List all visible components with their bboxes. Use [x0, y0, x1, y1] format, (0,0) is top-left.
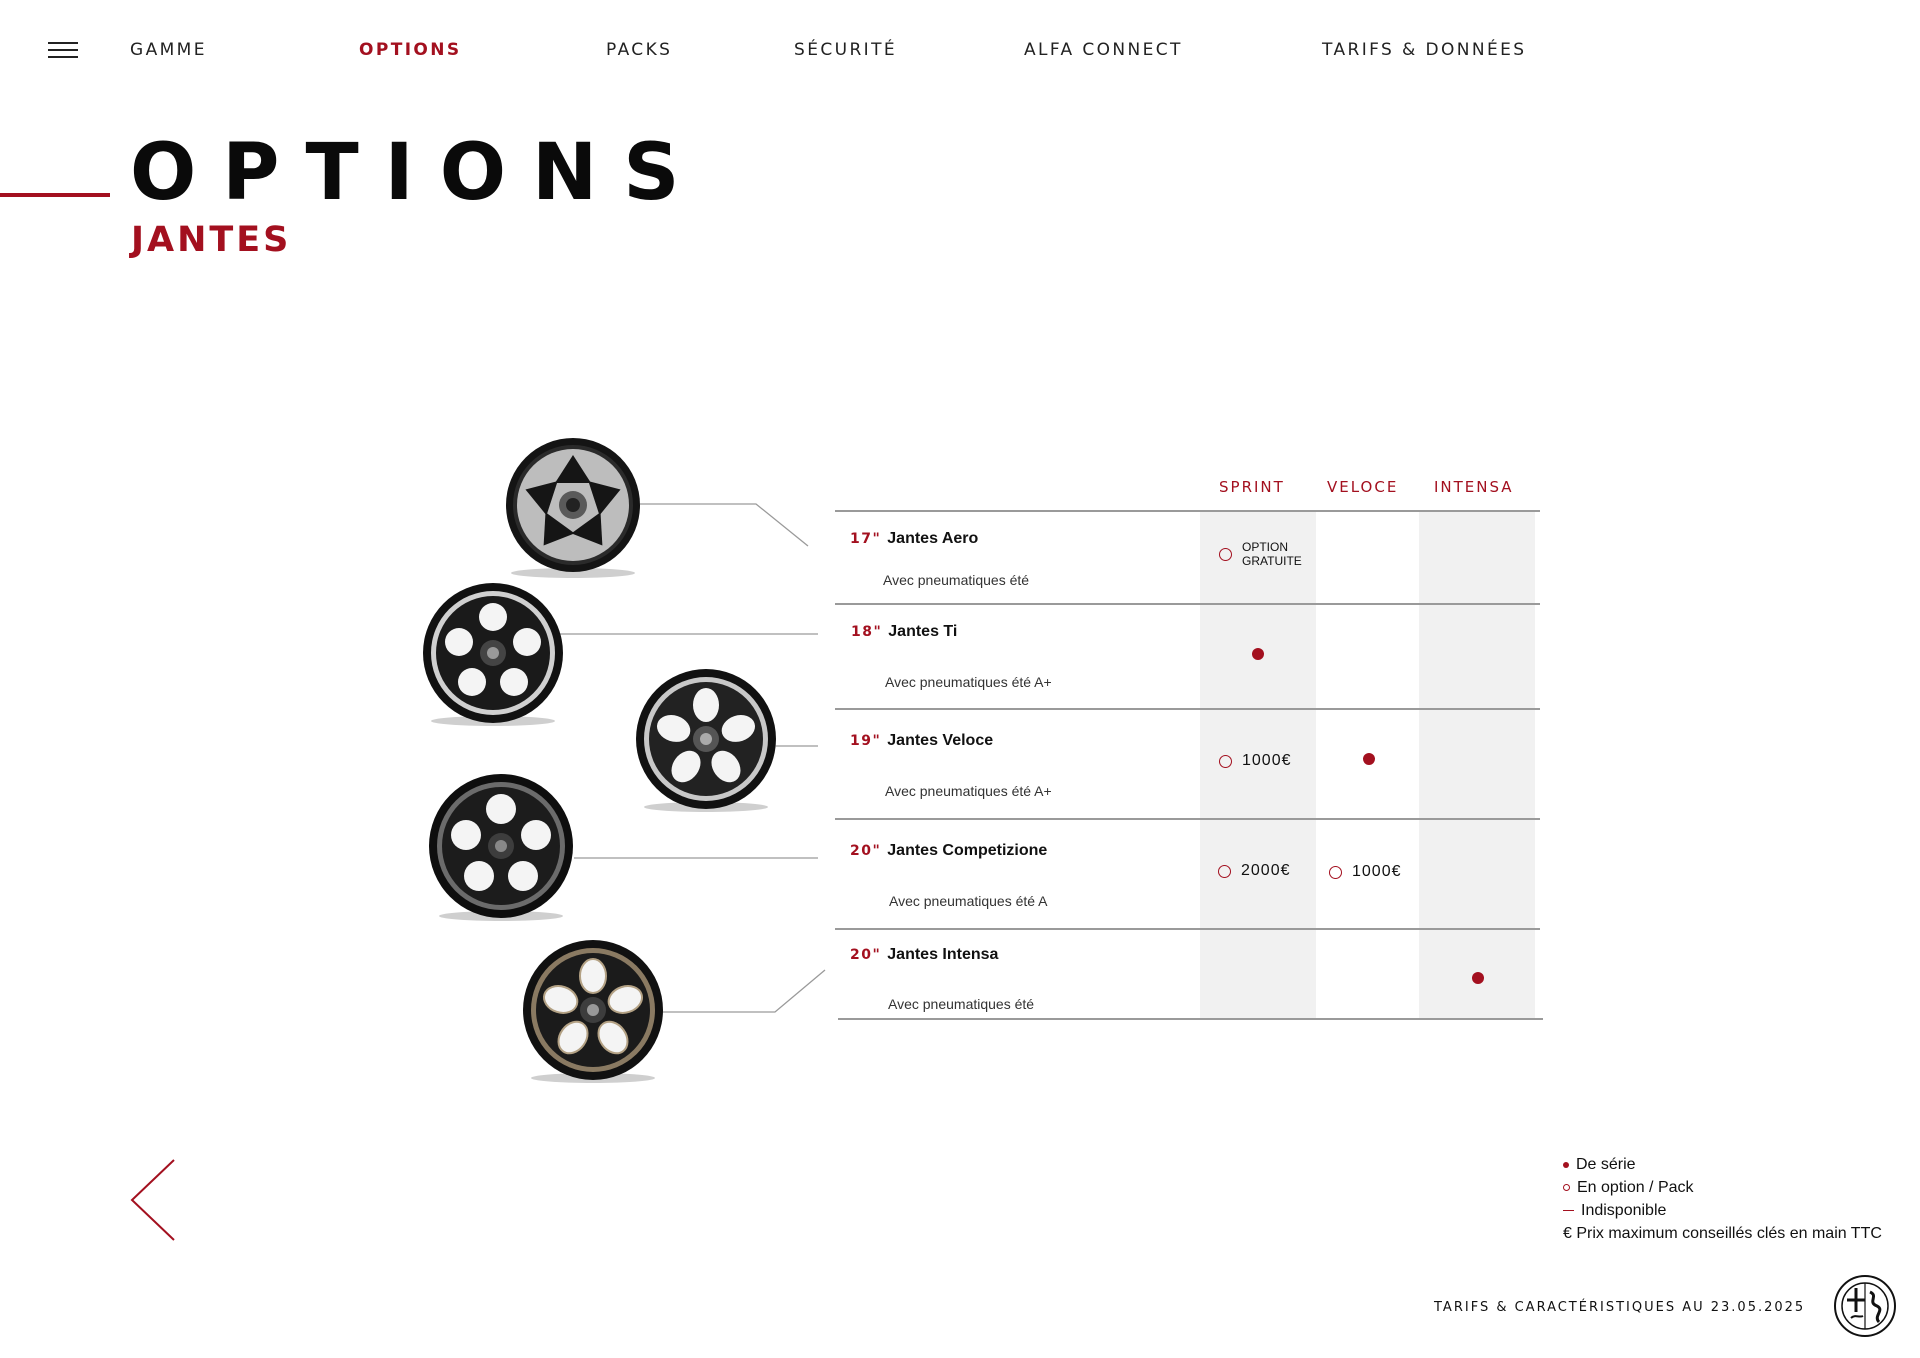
- row-size: 17" Jantes Aero: [850, 530, 979, 547]
- table-row: [835, 818, 1540, 928]
- nav-alfa-connect[interactable]: ALFA CONNECT: [1024, 40, 1183, 60]
- table-row: [835, 603, 1540, 708]
- unavailable-dash-icon: [1563, 1210, 1574, 1212]
- nav-securite[interactable]: SÉCURITÉ: [794, 40, 897, 60]
- wheel-20-intensa-image: [518, 935, 668, 1085]
- table-row: [835, 928, 1540, 1018]
- row-subtitle: Avec pneumatiques été A: [889, 893, 1048, 909]
- row-size: 20" Jantes Competizione: [850, 842, 1048, 859]
- column-header-intensa: INTENSA: [1434, 478, 1514, 496]
- column-header-veloce: VELOCE: [1327, 478, 1399, 496]
- row-name: Jantes Ti: [888, 623, 958, 640]
- column-header-sprint: SPRINT: [1219, 478, 1285, 496]
- title-accent-line: [0, 193, 110, 197]
- footer-date: TARIFS & CARACTÉRISTIQUES AU 23.05.2025: [1434, 1300, 1806, 1315]
- intensa-cell: [1472, 972, 1484, 984]
- legend-label: Indisponible: [1581, 1202, 1667, 1219]
- alfa-romeo-logo-icon: [1833, 1274, 1897, 1338]
- legend-item: [1563, 1153, 1882, 1176]
- wheel-19-veloce-image: [631, 664, 781, 814]
- row-subtitle: Avec pneumatiques été: [888, 996, 1035, 1012]
- option-ring-icon: [1329, 866, 1342, 879]
- veloce-cell: [1329, 863, 1402, 881]
- nav-packs[interactable]: PACKS: [606, 40, 673, 60]
- standard-dot-icon: [1563, 1162, 1569, 1168]
- option-price: 1000€: [1242, 752, 1292, 769]
- table-rule: [838, 1018, 1543, 1020]
- legend-item: [1563, 1199, 1882, 1222]
- nav-options[interactable]: OPTIONS: [359, 40, 462, 60]
- sprint-cell: [1219, 752, 1292, 770]
- wheel-20-competizione-image: [425, 770, 577, 922]
- wheel-17-aero-image: [498, 430, 648, 580]
- sprint-cell: [1218, 862, 1291, 880]
- top-nav: [0, 40, 1920, 64]
- nav-gamme[interactable]: GAMME: [130, 40, 207, 60]
- option-ring-icon: [1219, 548, 1232, 561]
- row-subtitle: Avec pneumatiques été A+: [885, 783, 1052, 799]
- wheel-18-ti-image: [418, 578, 568, 728]
- row-name: Jantes Intensa: [887, 946, 999, 963]
- table-row: [835, 708, 1540, 818]
- row-size: 18" Jantes Ti: [851, 623, 958, 640]
- sprint-cell: [1252, 648, 1264, 660]
- option-label: OPTION GRATUITE: [1242, 540, 1302, 568]
- option-ring-icon: [1218, 865, 1231, 878]
- row-name: Jantes Competizione: [887, 842, 1048, 859]
- page-title: OPTIONS: [130, 128, 706, 218]
- option-price: 2000€: [1241, 862, 1291, 879]
- option-price: 1000€: [1352, 863, 1402, 880]
- row-subtitle: Avec pneumatiques été A+: [885, 674, 1052, 690]
- row-subtitle: Avec pneumatiques été: [883, 572, 1030, 588]
- legend-label: De série: [1576, 1156, 1636, 1173]
- standard-dot-icon: [1363, 753, 1375, 765]
- chevron-left-icon[interactable]: [128, 1158, 178, 1242]
- page-subtitle: JANTES: [131, 220, 292, 260]
- row-name: Jantes Veloce: [887, 732, 994, 749]
- legend-label: € Prix maximum conseillés clés en main TTC: [1563, 1225, 1882, 1242]
- option-ring-icon: [1219, 755, 1232, 768]
- sprint-cell: [1219, 540, 1302, 568]
- legend: [1563, 1153, 1882, 1245]
- legend-item: [1563, 1176, 1882, 1199]
- table-row: [835, 510, 1540, 603]
- nav-tarifs-donnees[interactable]: TARIFS & DONNÉES: [1322, 40, 1527, 60]
- row-size: 20" Jantes Intensa: [850, 946, 999, 963]
- veloce-cell: [1363, 753, 1375, 765]
- row-name: Jantes Aero: [887, 530, 979, 547]
- standard-dot-icon: [1472, 972, 1484, 984]
- legend-item: [1563, 1222, 1882, 1245]
- option-ring-icon: [1563, 1184, 1570, 1191]
- row-size: 19" Jantes Veloce: [850, 732, 994, 749]
- standard-dot-icon: [1252, 648, 1264, 660]
- legend-label: En option / Pack: [1577, 1179, 1694, 1196]
